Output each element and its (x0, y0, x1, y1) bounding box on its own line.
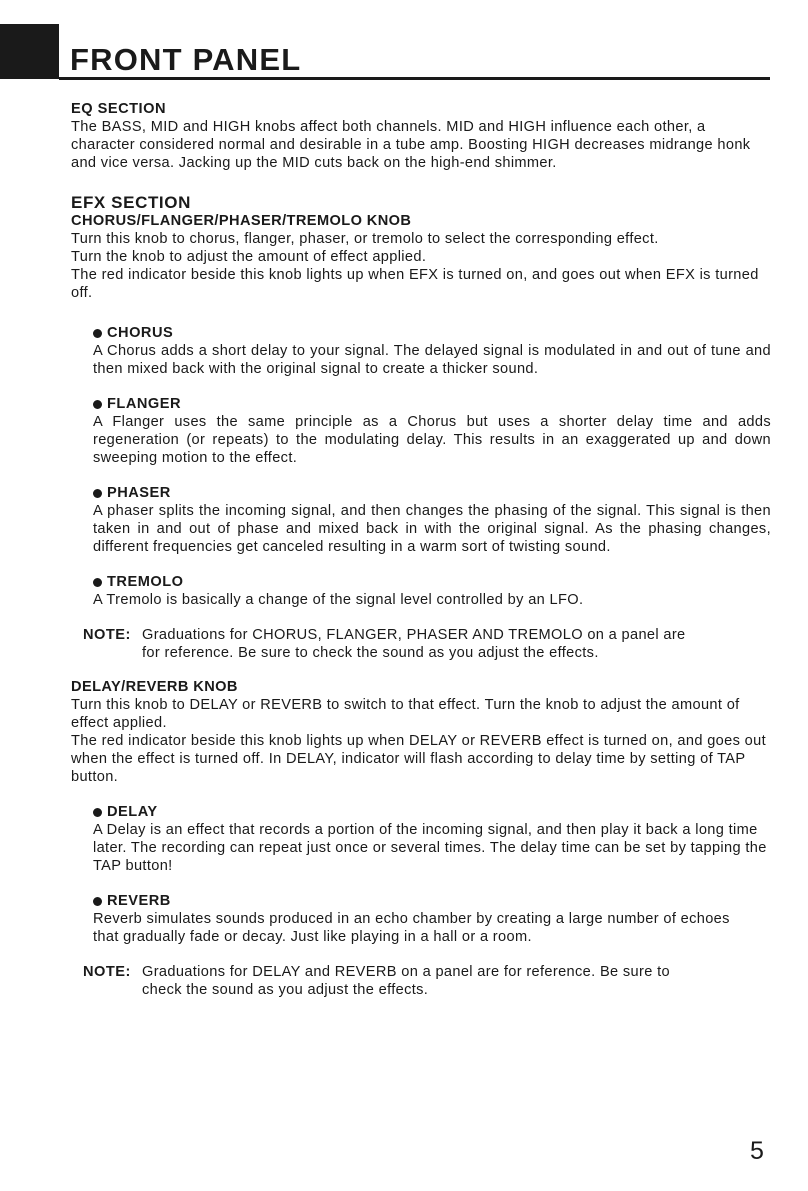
note-line: Graduations for DELAY and REVERB on a panel are for reference. Be sure to (142, 964, 670, 980)
note-label: NOTE: (83, 964, 131, 980)
effect-description: Reverb simulates sounds produced in an echo chamber by creating a large number of echoes that gradually fade or decay. Just like playing in a hall or a room. (93, 911, 730, 945)
delay-reverb-heading: DELAY/REVERB KNOB (71, 679, 238, 695)
title-underline (59, 77, 770, 80)
effect-description: A Flanger uses the same principle as a Chorus but uses a shorter delay time and adds regeneration (or repeats) to the modulating delay. This results in an exaggerated up and down sweeping motion to the effect. (93, 414, 771, 466)
efx-section (71, 194, 771, 662)
effect-chorus (93, 324, 771, 378)
effect-name: REVERB (107, 893, 171, 909)
eq-section (71, 100, 771, 172)
delay-reverb-section (71, 678, 771, 999)
bullet-icon (93, 489, 102, 498)
effect-name: DELAY (107, 804, 158, 820)
note-line: for reference. Be sure to check the sound as you adjust the effects. (142, 645, 599, 661)
efx-body-line: Turn this knob to chorus, flanger, phaser, or tremolo to select the corresponding effect. (71, 231, 659, 247)
bullet-icon (93, 808, 102, 817)
delay-reverb-note (83, 963, 771, 999)
note-line: check the sound as you adjust the effects. (142, 982, 429, 998)
effect-tremolo (93, 573, 771, 609)
effect-name: FLANGER (107, 396, 182, 412)
delay-reverb-body: The red indicator beside this knob lights up when DELAY or REVERB effect is turned on, and goes out when the effect is turned off. In DELAY, indicator will flash according to delay time by setting of TAP button. (71, 733, 767, 785)
efx-body-line: The red indicator beside this knob lights up when EFX is turned on, and goes out when EFX is turned off. (71, 267, 759, 301)
page-content (71, 100, 771, 999)
effect-description: A Tremolo is basically a change of the signal level controlled by an LFO. (93, 592, 584, 608)
efx-body-line: Turn the knob to adjust the amount of effect applied. (71, 249, 427, 265)
eq-section-body: The BASS, MID and HIGH knobs affect both channels. MID and HIGH influence each other, a character considered normal and desirable in a tube amp. Boosting HIGH decreases midrange honk and vice versa. Jacking up the MID cuts back on the high-end shimmer. (71, 119, 751, 171)
page-number: 5 (750, 1137, 764, 1165)
note-label: NOTE: (83, 627, 131, 643)
bullet-icon (93, 400, 102, 409)
bullet-icon (93, 897, 102, 906)
efx-knob-heading: CHORUS/FLANGER/PHASER/TREMOLO KNOB (71, 213, 412, 229)
note-line: Graduations for CHORUS, FLANGER, PHASER AND TREMOLO on a panel are (142, 627, 686, 643)
page-title: FRONT PANEL (70, 42, 302, 77)
efx-section-heading: EFX SECTION (71, 193, 191, 212)
effect-name: TREMOLO (107, 574, 184, 590)
effect-description: A Chorus adds a short delay to your signal. The delayed signal is modulated in and out of tune and then mixed back with the original signal to create a thicker sound. (93, 343, 771, 377)
header-black-tab (0, 24, 59, 79)
eq-section-heading: EQ SECTION (71, 101, 167, 117)
effect-description: A Delay is an effect that records a portion of the incoming signal, and then play it back a long time later. The recording can repeat just once or several times. The delay time can be set by tapping the TAP button! (93, 822, 767, 874)
effect-reverb (93, 892, 771, 946)
bullet-icon (93, 329, 102, 338)
effect-phaser (93, 484, 771, 556)
effect-name: CHORUS (107, 325, 174, 341)
effect-flanger (93, 395, 771, 467)
delay-reverb-body: Turn this knob to DELAY or REVERB to switch to that effect. Turn the knob to adjust the amount of effect applied. (71, 697, 740, 731)
efx-note (83, 626, 771, 662)
effect-delay (93, 803, 771, 875)
note-text (142, 626, 771, 662)
note-text (142, 963, 771, 999)
effect-name: PHASER (107, 485, 171, 501)
bullet-icon (93, 578, 102, 587)
effect-description: A phaser splits the incoming signal, and then changes the phasing of the signal. This signal is then taken in and out of phase and mixed back in with the original signal. As the phasing changes, different frequencies get canceled resulting in a warm sort of twisting sound. (93, 503, 771, 555)
